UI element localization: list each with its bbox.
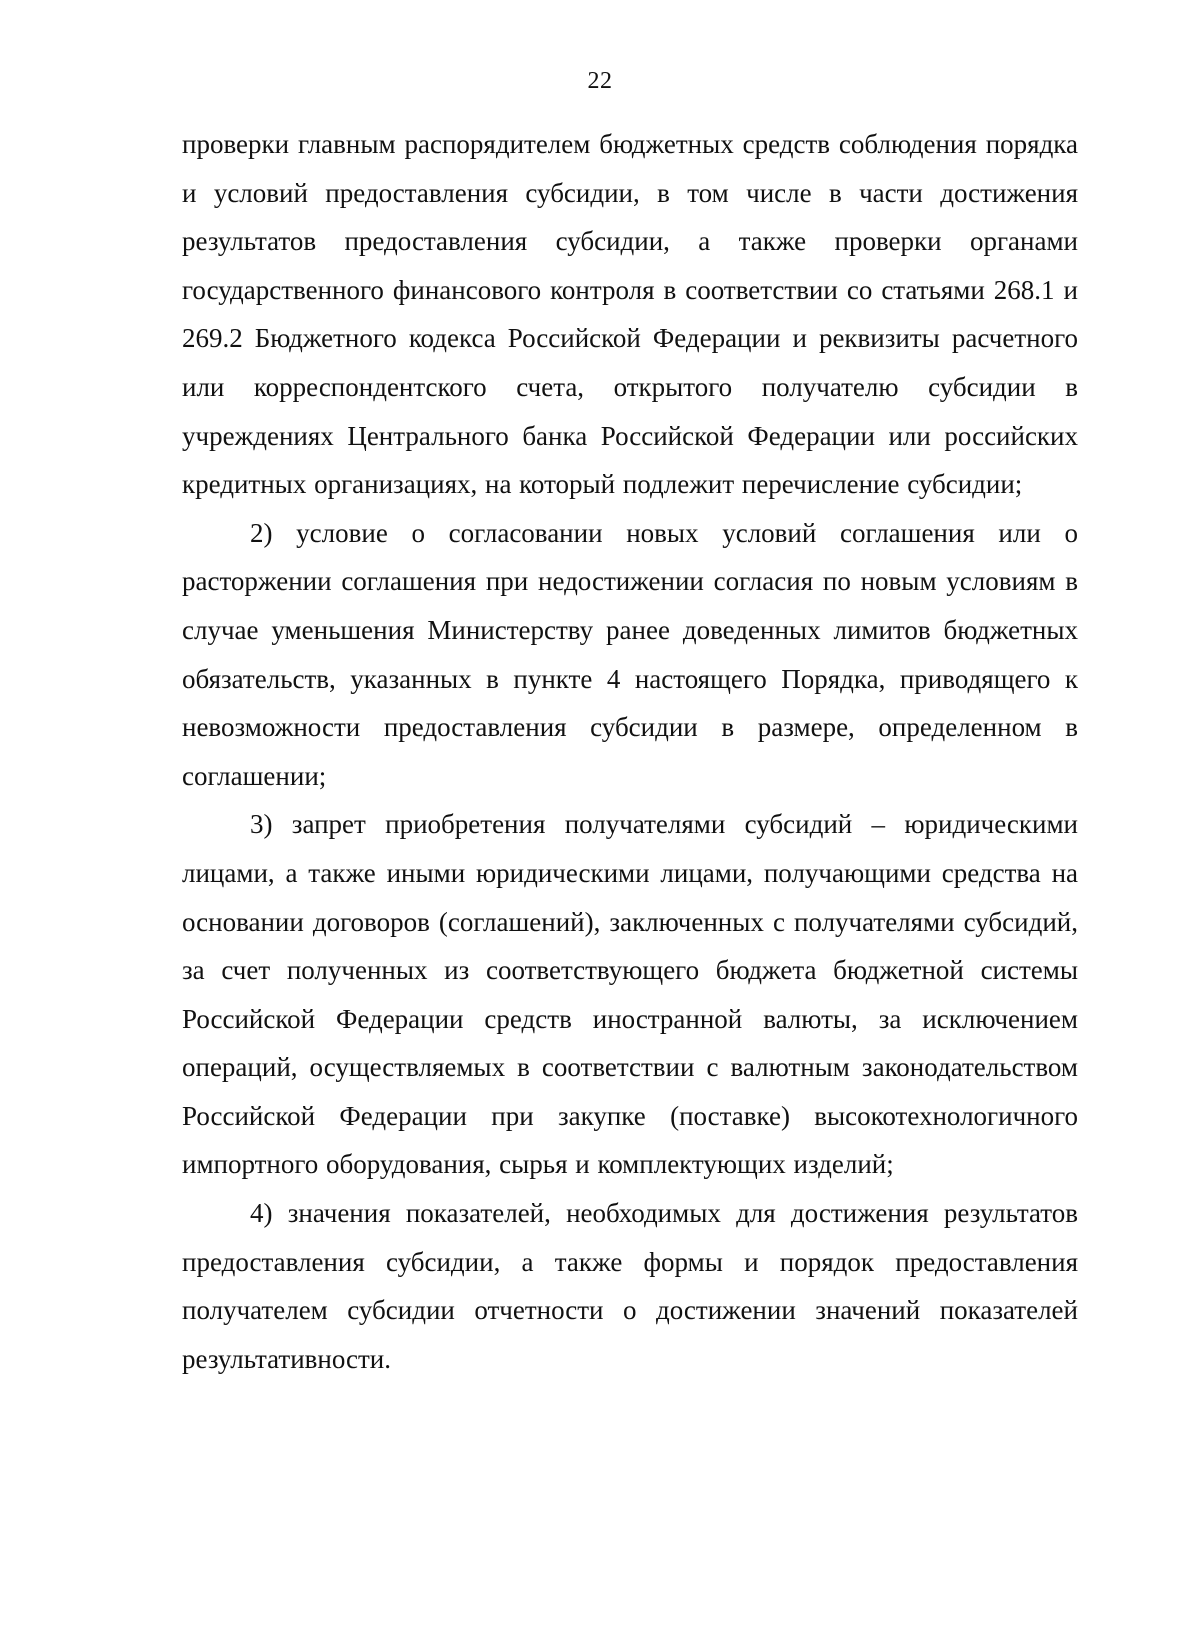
paragraph-item-2: 2) условие о согласовании новых условий соглашения или о расторжении соглашения при недостижении согласия по новым условиям в случае уменьшения Министерству ранее доведенных лимитов бюджетных обязательств, указанных в пункте 4 настоящего Порядка, приводящего к невозможности предоставления субсидии в размере, определенном в соглашении; (182, 517, 1078, 791)
paragraph-item-3: 3) запрет приобретения получателями субсидий – юридическими лицами, а также иными юридическими лицами, получающими средства на основании договоров (соглашений), заключенных с получателями субсидий, за счет полученных из соответствующего бюджета бюджетной системы Российской Федерации средств иностранной валюты, за исключением операций, осуществляемых в соответствии с валютным законодательством Российской Федерации при закупке (поставке) высокотехнологичного импортного оборудования, сырья и комплектующих изделий; (182, 809, 1078, 1180)
paragraph-item-4: 4) значения показателей, необходимых для достижения результатов предоставления субсидии, а также формы и порядок предоставления получателем субсидии отчетности о достижении значений показателей результативности. (182, 1198, 1078, 1374)
paragraph-continuation: проверки главным распорядителем бюджетных средств соблюдения порядка и условий предоставления субсидии, в том числе в части достижения результатов предоставления субсидии, а также проверки органами государственного финансового контроля в соответствии со статьями 268.1 и 269.2 Бюджетного кодекса Российской Федерации и реквизиты расчетного или корреспондентского счета, открытого получателю субсидии в учреждениях Центрального банка Российской Федерации или российских кредитных организациях, на который подлежит перечисление субсидии; (182, 129, 1078, 500)
page-number: 22 (587, 68, 613, 94)
document-body (182, 120, 1078, 1383)
